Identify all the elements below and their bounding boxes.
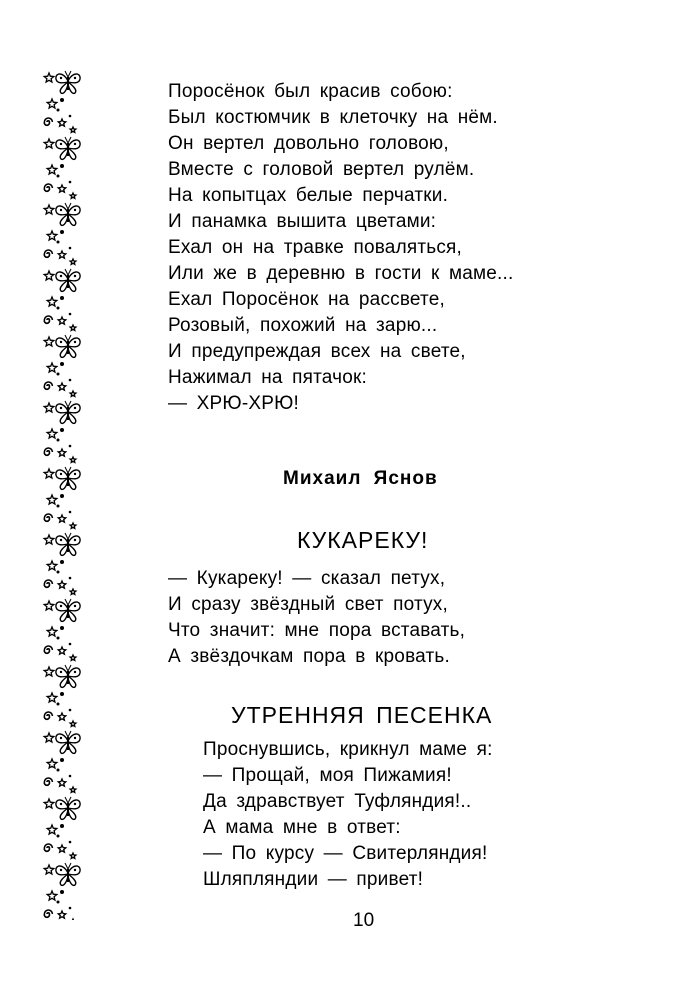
- spiral-icon: [44, 118, 52, 125]
- poem-line: — Кукареку! — сказал петух,: [168, 568, 446, 589]
- star-icon: [58, 779, 66, 786]
- dot-icon: [57, 175, 60, 178]
- dot-icon: [57, 373, 60, 376]
- dot-icon: [57, 505, 60, 508]
- star-icon: [47, 297, 57, 306]
- star-icon: [44, 271, 54, 280]
- star-icon: [58, 383, 66, 390]
- star-icon: [58, 647, 66, 654]
- star-icon: [44, 205, 54, 214]
- butterfly-icon: [56, 797, 80, 819]
- dot-icon: [60, 362, 64, 366]
- butterfly-icon: [56, 401, 80, 423]
- spiral-icon: [44, 712, 52, 719]
- dot-icon: [57, 241, 60, 244]
- dot-icon: [57, 439, 60, 442]
- poem-title-kukareku: КУКАРЕКУ!: [297, 527, 429, 553]
- dot-icon: [57, 307, 60, 310]
- poem-line: Ехал Поросёнок на рассвете,: [168, 289, 445, 310]
- poem-line: Ехал он на травке поваляться,: [168, 237, 463, 258]
- poem-morning-song: [203, 737, 493, 893]
- star-icon: [58, 449, 66, 456]
- dot-icon: [60, 164, 64, 168]
- butterfly-icon: [56, 533, 80, 555]
- star-icon: [44, 73, 54, 82]
- poem-line: Шляпляндии — привет!: [203, 869, 424, 890]
- star-icon: [47, 363, 57, 372]
- butterfly-icon: [56, 665, 80, 687]
- dot-icon: [57, 901, 60, 904]
- star-icon: [44, 139, 54, 148]
- dot-icon: [69, 511, 72, 514]
- star-icon: [47, 165, 57, 174]
- butterfly-star-border-icon: [40, 70, 92, 920]
- poem-line: — Прощай, моя Пижамия!: [203, 765, 452, 786]
- dot-icon: [69, 709, 72, 712]
- dot-icon: [57, 703, 60, 706]
- butterfly-icon: [56, 467, 80, 489]
- dot-icon: [69, 115, 72, 118]
- star-icon: [44, 337, 54, 346]
- star-icon: [58, 581, 66, 588]
- page-number: 10: [353, 910, 375, 931]
- poem-line: Проснувшись, крикнул маме я:: [203, 739, 493, 760]
- dot-icon: [69, 643, 72, 646]
- star-icon: [47, 693, 57, 702]
- star-icon: [70, 919, 76, 920]
- star-icon: [47, 759, 57, 768]
- poem-line: На копытцах белые перчатки.: [168, 185, 449, 206]
- star-icon: [47, 891, 57, 900]
- star-icon: [58, 317, 66, 324]
- star-icon: [70, 391, 76, 396]
- star-icon: [44, 799, 54, 808]
- star-icon: [58, 119, 66, 126]
- star-icon: [70, 655, 76, 660]
- poem-title-morning-song: УТРЕННЯЯ ПЕСЕНКА: [231, 702, 493, 728]
- star-icon: [44, 667, 54, 676]
- spiral-icon: [44, 844, 52, 851]
- spiral-icon: [44, 778, 52, 785]
- star-icon: [70, 259, 76, 264]
- poem-line: Что значит: мне пора вставать,: [168, 620, 466, 641]
- poem-line: — По курсу — Свитерляндия!: [203, 843, 488, 864]
- star-icon: [44, 469, 54, 478]
- star-icon: [70, 523, 76, 528]
- spiral-icon: [44, 448, 52, 455]
- decorative-border: [40, 70, 92, 920]
- star-icon: [44, 535, 54, 544]
- dot-icon: [69, 379, 72, 382]
- dot-icon: [57, 637, 60, 640]
- star-icon: [70, 325, 76, 330]
- star-icon: [70, 589, 76, 594]
- star-icon: [47, 495, 57, 504]
- butterfly-icon: [56, 863, 80, 885]
- star-icon: [44, 733, 54, 742]
- poem-line: — ХРЮ-ХРЮ!: [168, 393, 299, 414]
- poem-line: И сразу звёздный свет потух,: [168, 594, 448, 615]
- star-icon: [58, 845, 66, 852]
- butterfly-icon: [56, 731, 80, 753]
- poem-kukareku: [168, 566, 465, 670]
- dot-icon: [60, 692, 64, 696]
- star-icon: [70, 127, 76, 132]
- poem-line: Да здравствует Туфляндия!..: [203, 791, 472, 812]
- spiral-icon: [44, 382, 52, 389]
- dot-icon: [60, 626, 64, 630]
- star-icon: [58, 713, 66, 720]
- butterfly-icon: [56, 71, 80, 93]
- poem-line: И панамка вышита цветами:: [168, 211, 437, 232]
- star-icon: [70, 853, 76, 858]
- star-icon: [47, 231, 57, 240]
- star-icon: [44, 601, 54, 610]
- dot-icon: [60, 560, 64, 564]
- star-icon: [70, 457, 76, 462]
- butterfly-icon: [56, 599, 80, 621]
- dot-icon: [60, 296, 64, 300]
- dot-icon: [69, 247, 72, 250]
- star-icon: [58, 185, 66, 192]
- poem-line: А мама мне в ответ:: [203, 817, 401, 838]
- butterfly-icon: [56, 335, 80, 357]
- dot-icon: [57, 769, 60, 772]
- dot-icon: [60, 824, 64, 828]
- dot-icon: [57, 835, 60, 838]
- star-icon: [47, 561, 57, 570]
- poem-piglet: [168, 79, 514, 417]
- star-icon: [58, 251, 66, 258]
- dot-icon: [57, 571, 60, 574]
- dot-icon: [60, 494, 64, 498]
- dot-icon: [69, 775, 72, 778]
- poem-line: А звёздочкам пора в кровать.: [168, 646, 450, 667]
- dot-icon: [69, 181, 72, 184]
- star-icon: [44, 865, 54, 874]
- dot-icon: [60, 428, 64, 432]
- butterfly-icon: [56, 203, 80, 225]
- star-icon: [70, 193, 76, 198]
- poem-line: И предупреждая всех на свете,: [168, 341, 466, 362]
- dot-icon: [69, 841, 72, 844]
- star-icon: [47, 99, 57, 108]
- poem-line: Вместе с головой вертел рулём.: [168, 159, 475, 180]
- poem-line: Розовый, похожий на зарю...: [168, 315, 438, 336]
- spiral-icon: [44, 250, 52, 257]
- butterfly-icon: [56, 137, 80, 159]
- spiral-icon: [44, 316, 52, 323]
- poem-line: Нажимал на пятачок:: [168, 367, 368, 388]
- author-name: Михаил Яснов: [283, 468, 438, 489]
- star-icon: [47, 825, 57, 834]
- star-icon: [47, 627, 57, 636]
- spiral-icon: [44, 910, 52, 917]
- star-icon: [70, 721, 76, 726]
- dot-icon: [69, 907, 72, 910]
- dot-icon: [69, 445, 72, 448]
- dot-icon: [60, 890, 64, 894]
- poem-line: Или же в деревню в гости к маме...: [168, 263, 514, 284]
- dot-icon: [69, 577, 72, 580]
- dot-icon: [60, 230, 64, 234]
- spiral-icon: [44, 646, 52, 653]
- poem-line: Поросёнок был красив собою:: [168, 81, 453, 102]
- star-icon: [58, 911, 66, 918]
- dot-icon: [60, 758, 64, 762]
- butterfly-icon: [56, 269, 80, 291]
- poem-line: Он вертел довольно головою,: [168, 133, 449, 154]
- star-icon: [70, 787, 76, 792]
- spiral-icon: [44, 514, 52, 521]
- star-icon: [44, 403, 54, 412]
- poem-line: Был костюмчик в клеточку на нём.: [168, 107, 498, 128]
- dot-icon: [57, 109, 60, 112]
- spiral-icon: [44, 184, 52, 191]
- dot-icon: [60, 98, 64, 102]
- dot-icon: [69, 313, 72, 316]
- spiral-icon: [44, 580, 52, 587]
- star-icon: [47, 429, 57, 438]
- star-icon: [58, 515, 66, 522]
